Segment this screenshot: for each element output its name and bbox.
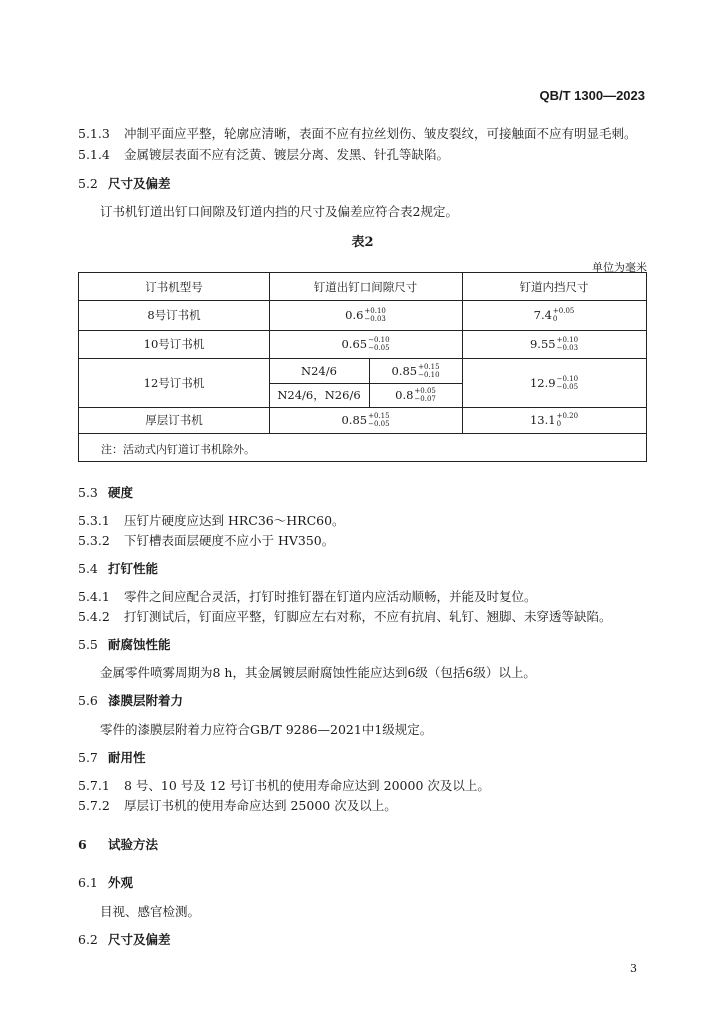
section-5-5-paragraph: 金属零件喷雾周期为8 h，其金属镀层耐腐蚀性能应达到6级（包括6级）以上。 [100, 665, 536, 680]
clause-number: 5.1.4 [78, 147, 110, 162]
clause-number: 5.3.2 [78, 533, 110, 548]
section-number: 5.3 [78, 485, 98, 500]
tol-upper: −0.10 [368, 336, 390, 344]
clause-number: 5.7.1 [78, 778, 110, 793]
section-6-1-paragraph: 目视、感官检测。 [100, 904, 201, 919]
clause-5-3-1 [78, 511, 345, 529]
section-title: 打钉性能 [108, 561, 159, 576]
tol-lower: −0.07 [414, 395, 436, 403]
tolerance [557, 336, 578, 352]
clause-number: 5.4.2 [78, 609, 110, 624]
tol-upper: +0.15 [418, 362, 440, 371]
section-number: 5.6 [78, 693, 98, 708]
tol-lower: 0 [552, 315, 558, 323]
row4-gap [269, 407, 462, 433]
section-number: 5.4 [78, 561, 98, 576]
row3-sub2-gap [369, 383, 462, 407]
row4-inner [462, 407, 646, 433]
section-5-2-paragraph: 订书机钉道出钉口间隙及钉道内挡的尺寸及偏差应符合表2规定。 [100, 204, 458, 219]
section-title: 尺寸及偏差 [108, 932, 171, 947]
section-number: 6 [78, 837, 87, 852]
row2-inner [462, 330, 646, 358]
tolerance [364, 307, 385, 323]
section-6-heading [78, 835, 158, 853]
clause-text: 零件之间应配合灵活，打钉时推钉器在钉道内应活动顺畅，并能及时复位。 [124, 589, 537, 604]
section-title: 耐腐蚀性能 [108, 637, 171, 652]
clause-5-1-4 [78, 145, 449, 163]
header-model: 订书机型号 [145, 279, 203, 294]
clause-text: 打钉测试后，钉面应平整，钉脚应左右对称，不应有抗肩、轧钉、翘脚、未穿透等缺陷。 [124, 609, 612, 624]
section-5-7-heading [78, 748, 146, 766]
tolerance [414, 387, 435, 403]
section-title: 尺寸及偏差 [108, 176, 171, 191]
section-title: 耐用性 [108, 750, 146, 765]
clause-5-4-1 [78, 587, 537, 605]
clause-number: 5.3.1 [78, 513, 110, 528]
clause-text: 厚层订书机的使用寿命应达到 25000 次及以上。 [124, 798, 397, 813]
clause-number: 5.7.2 [78, 798, 110, 813]
header-inner: 钉道内挡尺寸 [519, 279, 589, 294]
table-note: 注：活动式内钉道订书机除外。 [101, 443, 255, 456]
row2-model: 10号订书机 [143, 337, 205, 351]
clause-text: 冲制平面应平整，轮廓应清晰，表面不应有拉丝划伤、皱皮裂纹，可接触面不应有明显毛刺。 [124, 126, 637, 141]
row4-model: 厚层订书机 [145, 413, 203, 427]
value: 0.85 [391, 363, 418, 378]
tol-lower: −0.03 [364, 315, 386, 323]
section-title: 漆膜层附着力 [108, 693, 184, 708]
value: 0.6 [345, 308, 364, 322]
clause-5-1-3 [78, 124, 637, 142]
row3-sub1-gap [369, 358, 462, 383]
clause-text: 下钉槽表面层硬度不应小于 HV350。 [124, 533, 335, 548]
table-title: 表2 [351, 235, 374, 250]
clause-text: 8 号、10 号及 12 号订书机的使用寿命应达到 20000 次及以上。 [124, 778, 490, 793]
row2-gap [269, 330, 462, 358]
section-6-2-heading [78, 930, 171, 948]
clause-number: 5.1.3 [78, 126, 110, 141]
tol-lower: −0.05 [368, 420, 390, 428]
section-5-6-heading [78, 691, 183, 709]
tolerance [418, 363, 439, 379]
tol-upper: +0.20 [556, 412, 579, 420]
tol-upper: +0.15 [368, 412, 390, 420]
section-5-2-heading [78, 174, 171, 192]
tol-lower: −0.10 [418, 370, 440, 379]
section-number: 6.2 [78, 932, 98, 947]
clause-text: 金属镀层表面不应有泛黄、镀层分离、发黑、针孔等缺陷。 [124, 147, 450, 162]
clause-5-7-2 [78, 796, 397, 814]
tol-upper: +0.10 [364, 307, 386, 315]
value: 0.8 [395, 388, 414, 402]
row3-sub2-label: N24/6，N26/6 [277, 388, 361, 402]
row3-model: 12号订书机 [143, 375, 205, 390]
section-5-5-heading [78, 635, 171, 653]
section-5-3-heading [78, 483, 133, 501]
tol-lower: −0.05 [368, 344, 390, 352]
clause-5-7-1 [78, 776, 490, 794]
value: 9.55 [529, 337, 556, 351]
row1-gap [269, 300, 462, 330]
tolerance [557, 412, 578, 428]
section-number: 5.7 [78, 750, 98, 765]
section-number: 6.1 [78, 875, 98, 890]
section-number: 5.2 [78, 176, 98, 191]
tol-lower: −0.03 [556, 344, 579, 352]
row3-inner [462, 358, 646, 407]
tol-upper: +0.10 [556, 336, 579, 344]
standard-code: QB/T 1300—2023 [539, 88, 645, 103]
value: 7.4 [533, 308, 552, 322]
section-title: 试验方法 [108, 837, 159, 852]
table-2 [78, 272, 647, 462]
tolerance [368, 412, 389, 428]
section-title: 外观 [108, 875, 134, 890]
tolerance [368, 336, 389, 352]
section-5-4-heading [78, 559, 158, 577]
value: 0.65 [341, 337, 368, 351]
section-number: 5.5 [78, 637, 98, 652]
tol-lower: −0.05 [556, 382, 579, 391]
tol-upper: +0.05 [414, 387, 436, 395]
section-6-1-heading [78, 873, 133, 891]
row-divider [79, 433, 646, 434]
row1-model: 8号订书机 [147, 308, 201, 322]
clause-text: 压钉片硬度应达到 HRC36～HRC60。 [124, 513, 345, 528]
clause-5-3-2 [78, 531, 334, 549]
section-5-6-paragraph: 零件的漆膜层附着力应符合GB/T 9286—2021中1级规定。 [100, 722, 433, 737]
row1-inner [462, 300, 646, 330]
value: 12.9 [529, 375, 556, 390]
tolerance [557, 375, 578, 391]
tol-upper: −0.10 [556, 374, 579, 383]
section-title: 硬度 [108, 485, 134, 500]
value: 0.85 [341, 413, 368, 427]
clause-number: 5.4.1 [78, 589, 110, 604]
clause-5-4-2 [78, 607, 612, 625]
value: 13.1 [529, 413, 556, 427]
tol-lower: 0 [556, 420, 562, 428]
tolerance [553, 307, 574, 323]
header-gap: 钉道出钉口间隙尺寸 [313, 279, 418, 294]
page-number: 3 [630, 962, 637, 975]
row3-sub1-label: N24/6 [301, 363, 337, 378]
table-unit: 单位为毫米 [592, 261, 647, 274]
tol-upper: +0.05 [552, 307, 575, 315]
